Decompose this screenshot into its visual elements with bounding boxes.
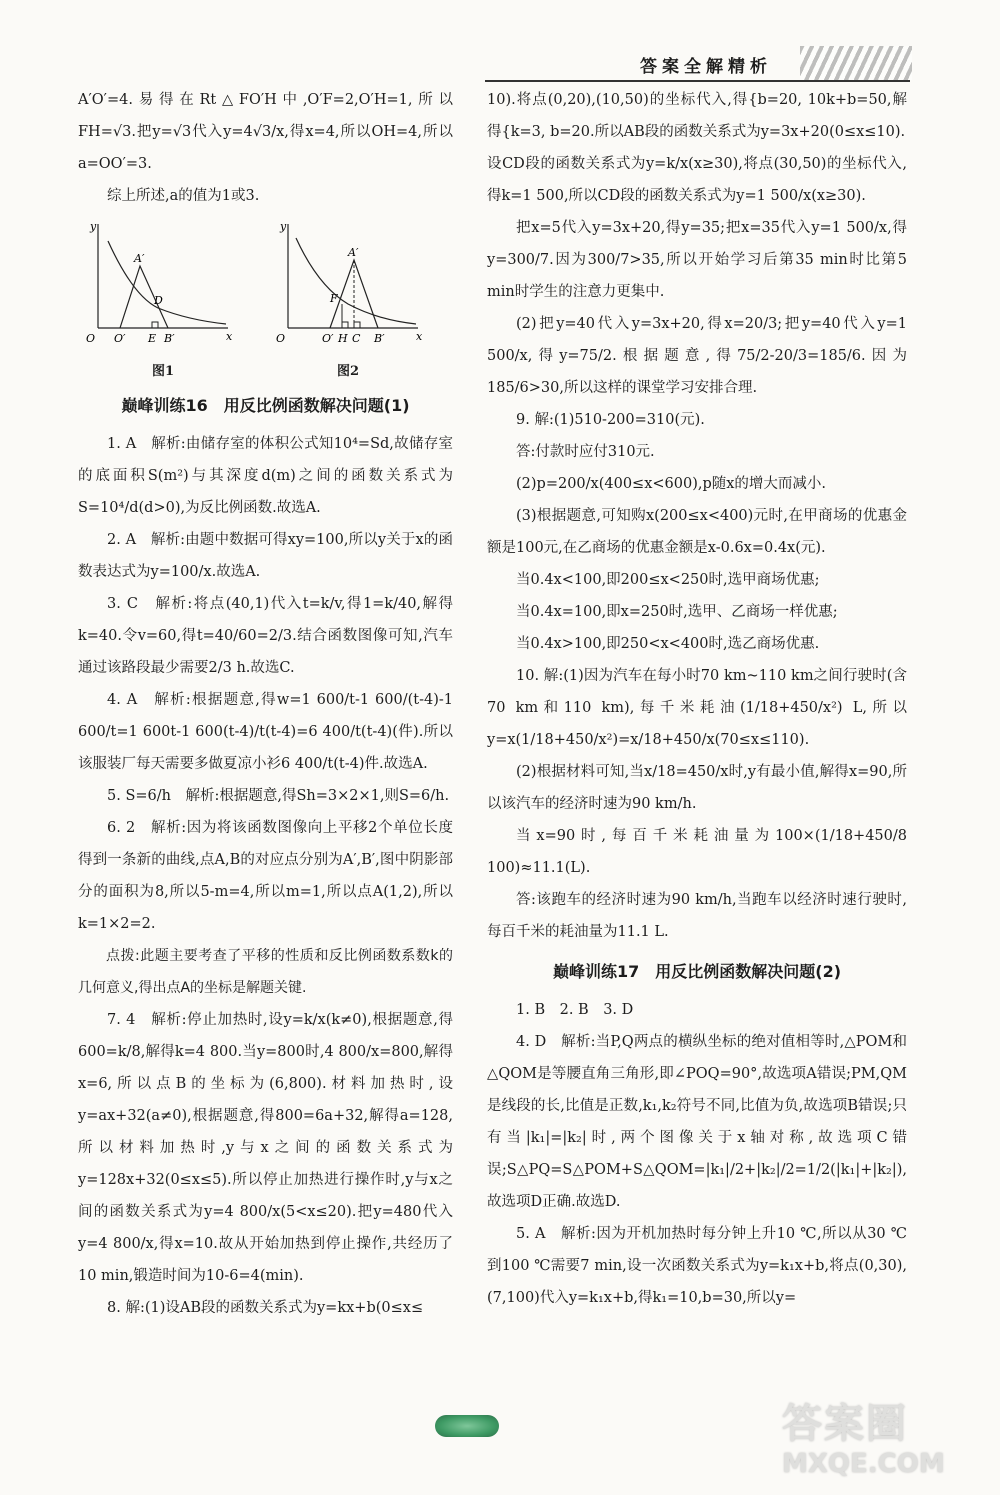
figure-1 bbox=[78, 216, 238, 346]
fig-label-d: D bbox=[154, 294, 163, 307]
header-rule bbox=[485, 80, 910, 82]
answer-item: 1. B 2. B 3. D bbox=[516, 1002, 634, 1018]
fig-label-f: F bbox=[330, 292, 338, 305]
figure-group bbox=[78, 216, 453, 379]
section-title-17: 巅峰训练17 用反比例函数解决问题(2) bbox=[552, 962, 842, 981]
header-title: 答案全解精析 bbox=[640, 57, 772, 77]
answer-item: 10. 解:(1)因为汽车在每小时70 km~110 km之间行驶时(含70 km和110 km),每千米耗油(1/18+450/x²) L,所以y=x(1/18+450/x²)=x/18+450/x(70≤x≤110). bbox=[487, 668, 907, 748]
right-column bbox=[487, 84, 907, 1314]
paragraph: (2)p=200/x(400≤x<600),p随x的增大而减小. bbox=[516, 476, 827, 492]
fig-label-a-prime: A′ bbox=[348, 246, 359, 259]
paragraph: 当0.4x=100,即x=250时,选甲、乙商场一样优惠; bbox=[516, 604, 838, 620]
paragraph: (2)把y=40代入y=3x+20,得x=20/3;把y=40代入y=1 500/x,得y=75/2.根据题意,得75/2-20/3=185/6.因为185/6>30,所以这样的课堂学习安排合理. bbox=[487, 316, 907, 396]
fig-label-x: x bbox=[226, 330, 233, 343]
paragraph: (3)根据题意,可知购x(200≤x<400)元时,在甲商场的优惠金额是100元,在乙商场的优惠金额是x-0.6x=0.4x(元). bbox=[487, 508, 907, 556]
section-title-16: 巅峰训练16 用反比例函数解决问题(1) bbox=[121, 396, 410, 415]
figure-1-caption: 图1 bbox=[151, 364, 175, 379]
header-stripe-decoration bbox=[800, 46, 912, 80]
fig-label-c: C bbox=[352, 332, 361, 345]
paragraph: 设CD段的函数关系式为y=k/x(x≥30),将点(30,50)的坐标代入,得k=1 500,所以CD段的函数关系式为y=1 500/x(x≥30). bbox=[487, 156, 907, 204]
paragraph: 答:该跑车的经济时速为90 km/h,当跑车以经济时速行驶时,每百千米的耗油量为11.1 L. bbox=[487, 892, 907, 940]
tip-note: 点拨:此题主要考查了平移的性质和反比例函数系数k的几何意义,得出点A的坐标是解题关键. bbox=[78, 948, 453, 996]
paragraph: 10).将点(0,20),(10,50)的坐标代入,得{b=20, 10k+b=50,解得{k=3, b=20.所以AB段的函数关系式为y=3x+20(0≤x≤10). bbox=[487, 92, 907, 140]
fig-label-y: y bbox=[90, 220, 97, 233]
paragraph: A′O′=4.易得在Rt△FO′H中,O′F=2,O′H=1,所以FH=√3.把y=√3代入y=4√3/x,得x=4,所以OH=4,所以a=OO′=3. bbox=[78, 92, 453, 172]
fig-label-y: y bbox=[280, 220, 287, 233]
paragraph: 当x=90时,每百千米耗油量为100×(1/18+450/8 100)≈11.1(L). bbox=[487, 828, 907, 876]
fig-label-o: O bbox=[276, 332, 286, 345]
fig-label-a-prime: A′ bbox=[134, 252, 145, 265]
fig-label-o-prime: O′ bbox=[114, 332, 126, 345]
answer-item: 3. C 解析:将点(40,1)代入t=k/v,得1=k/40,解得k=40.令v=60,得t=40/60=2/3.结合函数图像可知,汽车通过该路段最少需要2/3 h.故选C. bbox=[78, 596, 453, 676]
paragraph: (2)根据材料可知,当x/18=450/x时,y有最小值,解得x=90,所以该汽车的经济时速为90 km/h. bbox=[487, 764, 907, 812]
watermark-text: 答案圈 bbox=[782, 1401, 908, 1447]
fig-label-e: E bbox=[148, 332, 157, 345]
answer-item: 6. 2 解析:因为将该函数图像向上平移2个单位长度得到一条新的曲线,点A,B的对应点分别为A′,B′,图中阴影部分的面积为8,所以5-m=4,所以m=1,所以点A(1,2),所以k=1×2=2. bbox=[78, 820, 453, 932]
figure-2-caption: 图2 bbox=[336, 364, 360, 379]
fig-label-h: H bbox=[338, 332, 348, 345]
paragraph: 当0.4x<100,即200≤x<250时,选甲商场优惠; bbox=[516, 572, 820, 588]
watermark-logo bbox=[782, 1392, 992, 1487]
fig-label-o-prime: O′ bbox=[322, 332, 334, 345]
answer-item: 4. A 解析:根据题意,得w=1 600/t-1 600/(t-4)-1 600/t=1 600t-1 600(t-4)/t(t-4)=6 400/t(t-4)(件).所以该服装厂每天需要多做夏凉小衫6 400/t(t-4)件.故选A. bbox=[78, 692, 453, 772]
paragraph: 把x=5代入y=3x+20,得y=35;把x=35代入y=1 500/x,得y=300/7.因为300/7>35,所以开始学习后第35 min时比第5 min时学生的注意力更集中. bbox=[487, 220, 907, 300]
watermark-url: MXQE.COM bbox=[782, 1449, 945, 1479]
answer-item: 9. 解:(1)510-200=310(元). bbox=[516, 412, 705, 428]
figure-2 bbox=[268, 216, 428, 346]
paragraph: 综上所述,a的值为1或3. bbox=[107, 188, 260, 204]
left-column bbox=[78, 84, 453, 1324]
page-number-badge bbox=[435, 1415, 499, 1437]
answer-item: 5. A 解析:因为开机加热时每分钟上升10 ℃,所以从30 ℃到100 ℃需要7 min,设一次函数关系式为y=k₁x+b,将点(0,30),(7,100)代入y=k₁x+b,得k₁=10,b=30,所以y= bbox=[487, 1226, 907, 1306]
fig-label-x: x bbox=[416, 330, 423, 343]
answer-item: 8. 解:(1)设AB段的函数关系式为y=kx+b(0≤x≤ bbox=[107, 1300, 424, 1316]
answer-item: 7. 4 解析:停止加热时,设y=k/x(k≠0),根据题意,得600=k/8,解得k=4 800.当y=800时,4 800/x=800,解得x=6,所以点B的坐标为(6,800).材料加热时,设y=ax+32(a≠0),根据题意,得800=6a+32,解得a=128,所以材料加热时,y与x之间的函数关系式为y=128x+32(0≤x≤5).所以停止加热进行操作时,y与x之间的函数关系式为y=4 800/x(5<x≤20).把y=480代入y=4 800/x,得x=10.故从开始加热到停止操作,共经历了10 min,锻造时间为10-6=4(min). bbox=[78, 1012, 453, 1284]
answer-item: 2. A 解析:由题中数据可得xy=100,所以y关于x的函数表达式为y=100/x.故选A. bbox=[78, 532, 453, 580]
paragraph: 当0.4x>100,即250<x<400时,选乙商场优惠. bbox=[516, 636, 820, 652]
answer-item: 4. D 解析:当P,Q两点的横纵坐标的绝对值相等时,△POM和△QOM是等腰直角三角形,即∠POQ=90°,故选项A错误;PM,QM是线段的长,比值是正数,k₁,k₂符号不同,比值为负,故选项B错误;只有当|k₁|=|k₂|时,两个图像关于x轴对称,故选项C错误;S△PQ=S△POM+S△QOM=|k₁|/2+|k₂|/2=1/2(|k₁|+|k₂|),故选项D正确.故选D. bbox=[487, 1034, 907, 1210]
paragraph: 答:付款时应付310元. bbox=[516, 444, 655, 460]
answer-item: 1. A 解析:由储存室的体积公式知10⁴=Sd,故储存室的底面积S(m²)与其深度d(m)之间的函数关系式为S=10⁴/d(d>0),为反比例函数.故选A. bbox=[78, 436, 453, 516]
fig-label-b-prime: B′ bbox=[374, 332, 385, 345]
answer-item: 5. S=6/h 解析:根据题意,得Sh=3×2×1,则S=6/h. bbox=[107, 788, 450, 804]
fig-label-b-prime: B′ bbox=[164, 332, 175, 345]
fig-label-o: O bbox=[86, 332, 96, 345]
